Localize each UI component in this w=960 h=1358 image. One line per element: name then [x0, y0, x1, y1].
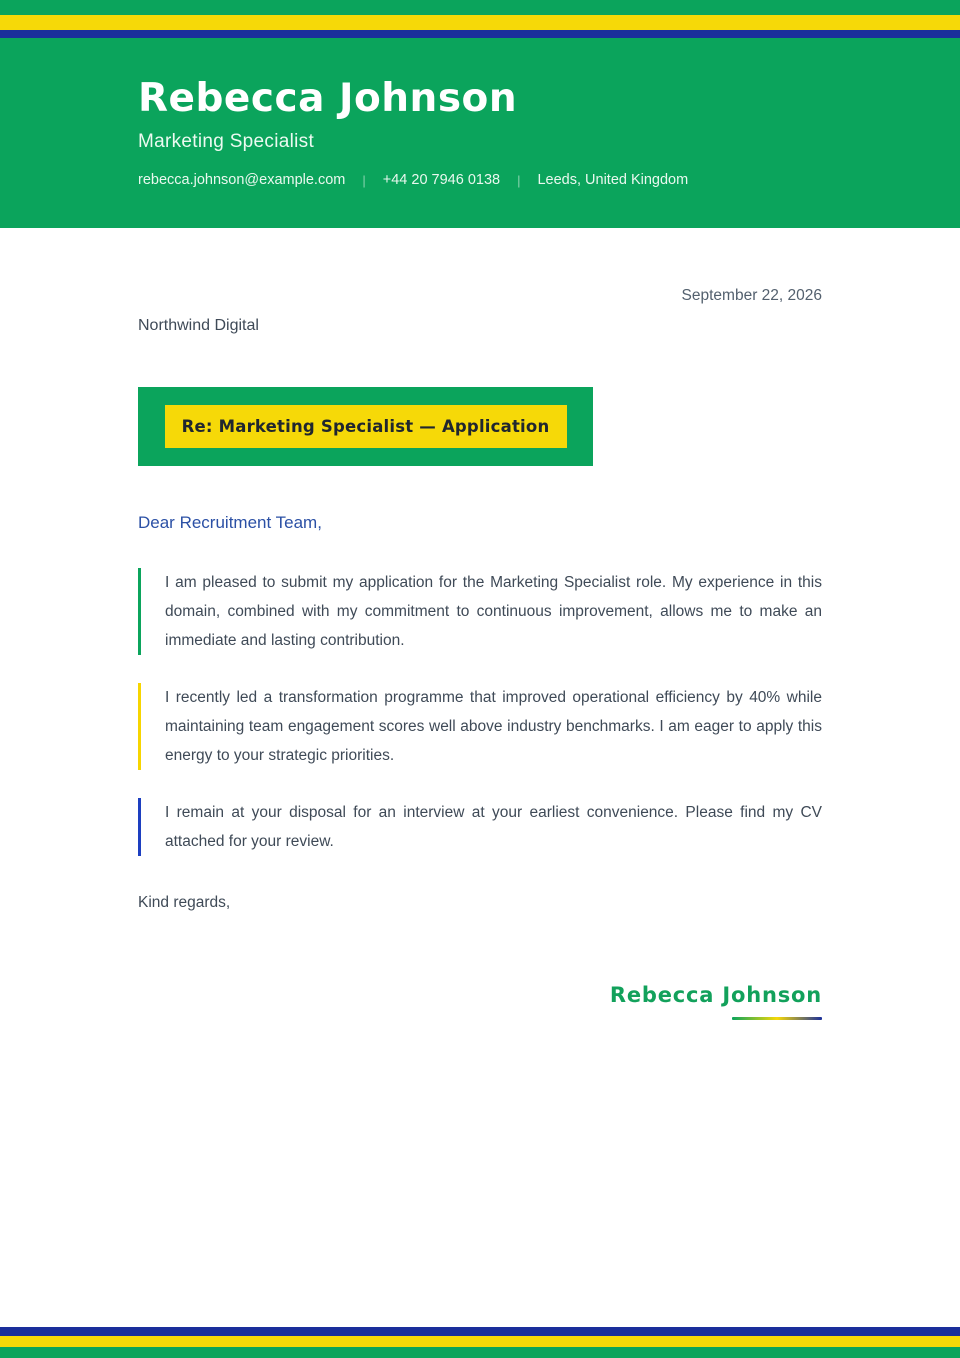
- candidate-name: Rebecca Johnson: [138, 76, 518, 121]
- body-paragraph: I am pleased to submit my application for the Marketing Specialist role. My experience in this domain, combined with my commitment to continuous improvement, allows me to make an immediate and lasting contribution.: [138, 568, 822, 655]
- footer-accent-stripe-green: [0, 1347, 960, 1358]
- contact-location: Leeds, United Kingdom: [537, 172, 689, 188]
- closing: Kind regards,: [138, 894, 231, 911]
- letterhead: [0, 0, 960, 228]
- subject-banner: [138, 387, 593, 466]
- contact-separator: |: [362, 172, 366, 188]
- subject-line: Re: Marketing Specialist — Application: [181, 417, 550, 436]
- body-paragraph: I recently led a transformation programme that improved operational efficiency by 40% while maintaining team engagement scores well above industry benchmarks. I am eager to apply this energy to your strategic priorities.: [138, 683, 822, 770]
- contact-bar: [138, 172, 688, 188]
- contact-phone: +44 20 7946 0138: [382, 172, 501, 188]
- contact-email: rebecca.johnson@example.com: [138, 172, 346, 188]
- contact-separator: |: [517, 172, 521, 188]
- signature-block: [610, 983, 822, 1020]
- candidate-title: Marketing Specialist: [138, 131, 315, 152]
- body-paragraph: I remain at your disposal for an interview at your earliest convenience. Please find my CV attached for your review.: [138, 798, 822, 856]
- footer-accent-stripe-blue: [0, 1327, 960, 1336]
- greeting: Dear Recruitment Team,: [138, 513, 322, 532]
- signature-underline: [732, 1017, 822, 1020]
- subject-highlight-box: [165, 405, 567, 448]
- signature-name: Rebecca Johnson: [609, 983, 822, 1007]
- header-accent-stripe-blue: [0, 30, 960, 38]
- footer-accent-stripe-yellow: [0, 1336, 960, 1347]
- letter-date: September 22, 2026: [681, 287, 822, 304]
- recipient-name: Northwind Digital: [138, 317, 259, 334]
- header-accent-stripe-yellow: [0, 15, 960, 30]
